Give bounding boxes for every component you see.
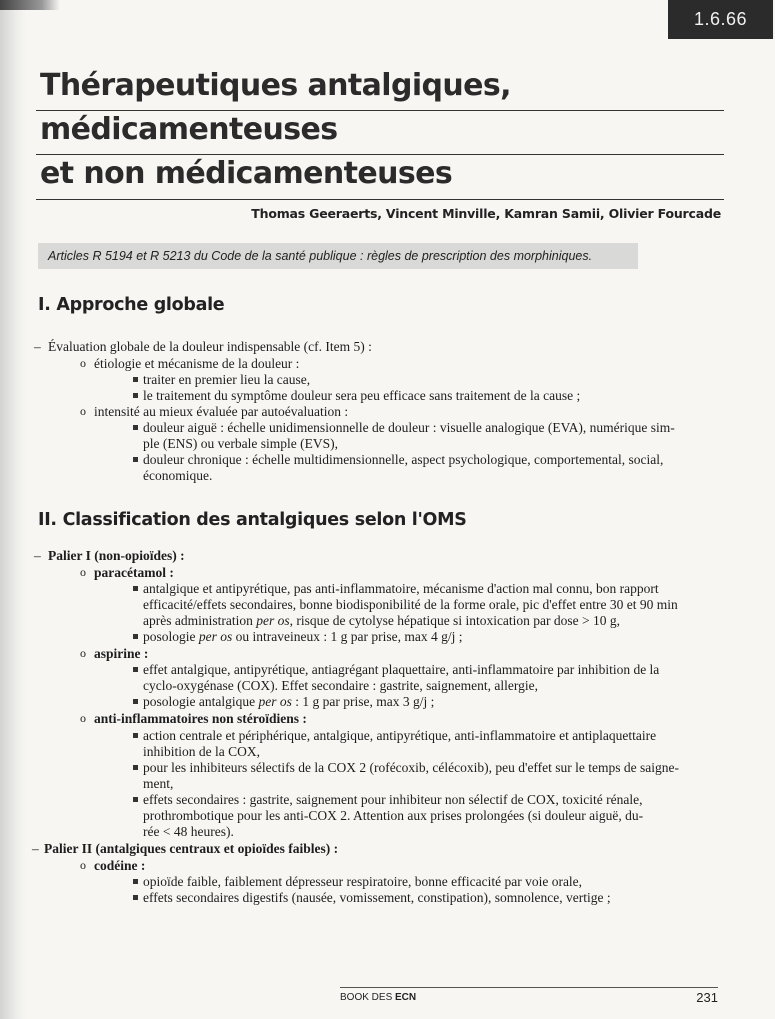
circle-bullet: o [80, 356, 86, 370]
list-item: Évaluation globale de la douleur indispensable (cf. Item 5) : [48, 339, 372, 354]
square-bullet [133, 765, 138, 770]
section-2-heading: II. Classification des antalgiques selon l'OMS [38, 510, 467, 530]
square-bullet [133, 699, 138, 704]
square-bullet [133, 586, 138, 591]
list-item-continued: inhibition de la COX, [143, 744, 260, 759]
square-bullet [133, 667, 138, 672]
circle-bullet: o [80, 565, 86, 579]
list-item-continued: ment, [143, 776, 174, 791]
title-rule-3 [36, 199, 724, 200]
list-item: douleur aiguë : échelle unidimensionnelle de douleur : visuelle analogique (EVA), numérique sim- [143, 420, 675, 435]
dash-bullet: – [34, 548, 41, 563]
list-item: action centrale et périphérique, antalgique, antipyrétique, anti-inflammatoire et antiplaquettaire [143, 728, 657, 743]
list-item: pour les inhibiteurs sélectifs de la COX 2 (rofécoxib, célécoxib), peu d'effet sur le temps de saigne- [143, 760, 680, 775]
list-item: traiter en premier lieu la cause, [143, 372, 311, 387]
square-bullet [133, 457, 138, 462]
list-item: opioïde faible, faiblement dépresseur respiratoire, bonne efficacité par voie orale, [143, 874, 583, 889]
list-item-continued: prothrombotique pour les anti-COX 2. Attention aux prises prolongées (si douleur aiguë, du- [143, 808, 644, 823]
list-item-continued: cyclo-oxygénase (COX). Effet secondaire : gastrite, saignement, allergie, [143, 678, 538, 693]
section-1-heading: I. Approche globale [38, 295, 225, 315]
list-item-continued: ple (ENS) ou verbale simple (EVS), [143, 436, 338, 451]
list-item: posologie per os ou intraveineux : 1 g par prise, max 4 g/j ; [143, 629, 463, 644]
authors: Thomas Geeraerts, Vincent Minville, Kamran Samii, Olivier Fourcade [251, 206, 721, 221]
list-item: douleur chronique : échelle multidimensionnelle, aspect psychologique, comportemental, social, [143, 452, 664, 467]
list-item: antalgique et antipyrétique, pas anti-inflammatoire, mécanisme d'action mal connu, bon rapport [143, 581, 659, 596]
title-line-2: médicamenteuses [40, 112, 338, 147]
list-item: Palier I (non-opioïdes) : [48, 548, 185, 563]
circle-bullet: o [80, 404, 86, 418]
square-bullet [133, 377, 138, 382]
circle-bullet: o [80, 646, 86, 660]
circle-bullet: o [80, 711, 86, 725]
list-item: effets secondaires : gastrite, saignement pour inhibiteur non sélectif de COX, toxicité rénale, [143, 792, 643, 807]
articles-box: Articles R 5194 et R 5213 du Code de la santé publique : règles de prescription des morphiniques. [38, 243, 638, 269]
list-item: intensité au mieux évaluée par autoévaluation : [94, 404, 349, 419]
item-number-badge: 1.6.66 [668, 0, 773, 39]
square-bullet [133, 425, 138, 430]
title-rule-1 [36, 110, 724, 111]
corner-mark [0, 0, 60, 10]
title-line-1: Thérapeutiques antalgiques, [40, 68, 511, 103]
circle-bullet: o [80, 858, 86, 872]
footer-book-title: BOOK DES ECN [340, 992, 417, 1003]
list-item: effet antalgique, antipyrétique, antiagrégant plaquettaire, anti-inflammatoire par inhibition de la [143, 662, 660, 677]
list-item-continued: économique. [143, 468, 213, 483]
list-item-continued: rée < 48 heures). [143, 824, 234, 839]
list-item: le traitement du symptôme douleur sera peu efficace sans traitement de la cause ; [143, 388, 581, 403]
page-number: 231 [696, 990, 718, 1005]
page-edge-shadow [0, 0, 26, 1019]
footer-rule [340, 987, 718, 988]
title-line-3: et non médicamenteuses [40, 156, 453, 191]
list-item: étiologie et mécanisme de la douleur : [94, 356, 300, 371]
square-bullet [133, 393, 138, 398]
title-rule-2 [36, 154, 724, 155]
square-bullet [133, 895, 138, 900]
dash-bullet: – [32, 841, 39, 856]
list-item: codéine : [94, 858, 146, 873]
list-item: anti-inflammatoires non stéroïdiens : [94, 711, 307, 726]
list-item: aspirine : [94, 646, 149, 661]
list-item: posologie antalgique per os : 1 g par prise, max 3 g/j ; [143, 694, 435, 709]
list-item: paracétamol : [94, 565, 174, 580]
list-item: Palier II (antalgiques centraux et opioïdes faibles) : [44, 841, 339, 856]
dash-bullet: – [34, 339, 41, 354]
list-item-continued: après administration per os, risque de cytolyse hépatique si intoxication par dose > 10 g, [143, 613, 621, 628]
square-bullet [133, 733, 138, 738]
square-bullet [133, 797, 138, 802]
list-item-continued: efficacité/effets secondaires, bonne biodisponibilité de la forme orale, pic d'effet entre 30 et 90 min [143, 597, 678, 612]
list-item: effets secondaires digestifs (nausée, vomissement, constipation), somnolence, vertige ; [143, 890, 611, 905]
square-bullet [133, 879, 138, 884]
square-bullet [133, 634, 138, 639]
